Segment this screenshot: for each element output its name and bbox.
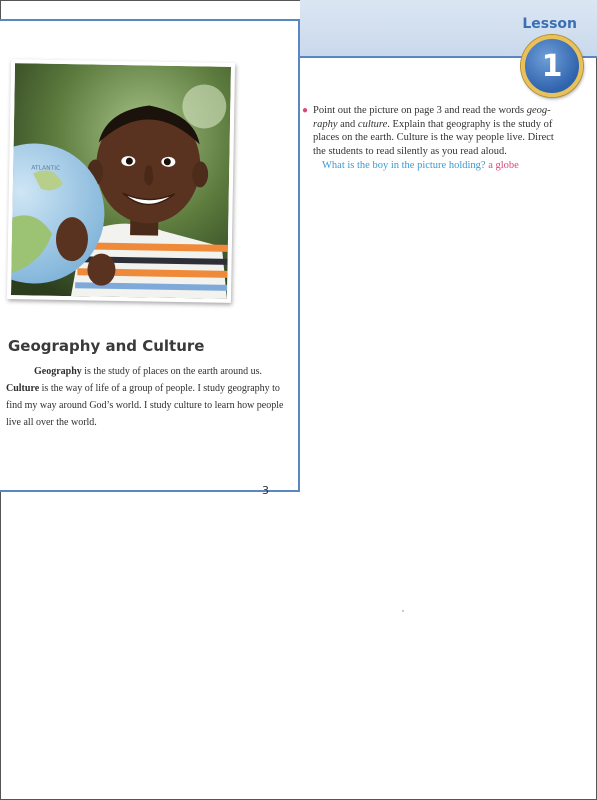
student-page-thumbnail xyxy=(0,19,300,497)
lesson-label: Lesson xyxy=(522,16,577,32)
definition-culture: is the way of life of a group of people. I study geography to find my way around God’s world. I study culture to learn how people live all over the world. xyxy=(6,383,284,428)
note-line-4: the students to read silently as you read aloud. xyxy=(313,145,507,157)
answer-text: a globe xyxy=(488,160,519,171)
definition-geography: is the study of places on the earth around us. xyxy=(81,366,263,377)
section-heading: Geography and Culture xyxy=(8,337,205,355)
lesson-number: 1 xyxy=(541,48,563,84)
term-geography: Geography xyxy=(34,366,82,377)
question-text: What is the boy in the picture holding? xyxy=(322,160,486,171)
student-paragraph xyxy=(6,363,286,431)
globe-label: ATLANTIC xyxy=(31,164,61,172)
boy-with-globe-photo xyxy=(7,59,235,303)
term-culture: Culture xyxy=(6,383,40,394)
note-line-1: Point out the picture on page 3 and read the words geog- xyxy=(313,105,551,116)
photo-illustration xyxy=(11,63,231,299)
page-number: 3 xyxy=(262,484,269,497)
bullet-icon: ● xyxy=(302,105,309,116)
discussion-question xyxy=(322,160,582,171)
teacher-instruction xyxy=(302,104,578,158)
note-line-2: raphy and culture. Explain that geography is the study of xyxy=(313,118,553,130)
scan-speck xyxy=(402,610,404,612)
note-line-3: places on the earth. Culture is the way people live. Direct xyxy=(313,132,554,143)
lesson-number-badge xyxy=(521,35,583,97)
